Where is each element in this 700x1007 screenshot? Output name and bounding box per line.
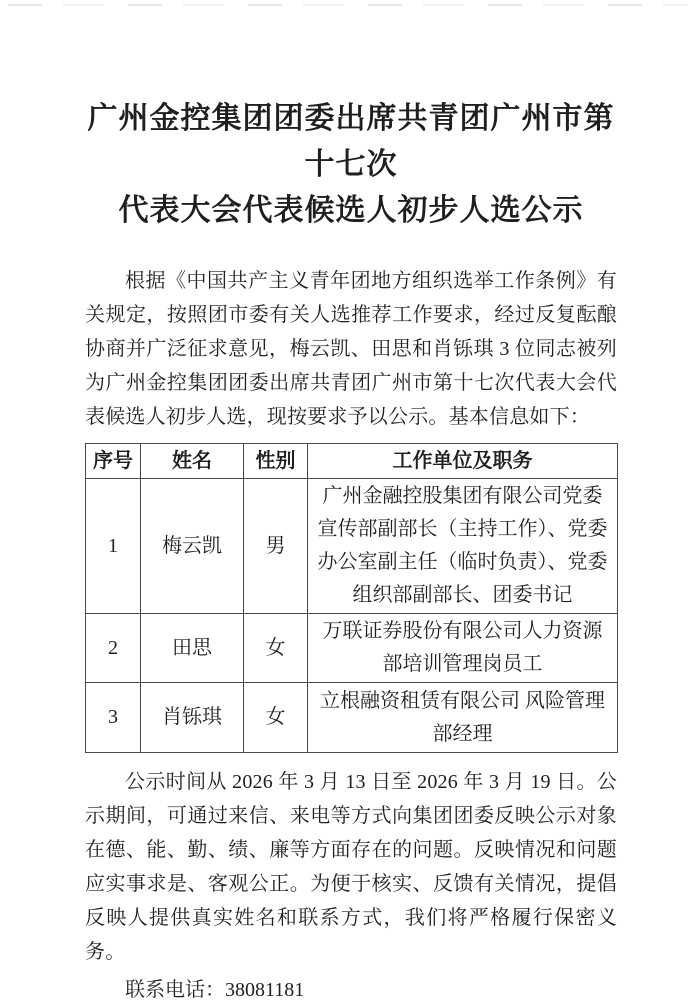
cell-name: 梅云凯 — [141, 479, 244, 614]
table-row — [86, 683, 618, 753]
table-row — [86, 614, 618, 683]
header-cell-name: 姓名 — [141, 444, 244, 479]
document-title-line-2: 代表大会代表候选人初步人选公示 — [118, 194, 584, 227]
intro-paragraph: 根据《中国共产主义青年团地方组织选举工作条例》有关规定，按照团市委有关人选推荐工作要求，经过反复酝酿协商并广泛征求意见，梅云凯、田思和肖铄琪 3 位同志被列为广州金控集团团委出席共青团广州市第十七次代表大会代表候选人初步人选，现按要求予以公示。基本信息如下： — [85, 270, 617, 428]
cell-gender: 女 — [244, 614, 308, 683]
document-title — [85, 96, 617, 234]
cell-index: 1 — [86, 479, 141, 614]
candidates-table — [85, 443, 618, 753]
cell-gender: 男 — [244, 479, 308, 614]
cell-index: 2 — [86, 614, 141, 683]
cell-job: 广州金融控股集团有限公司党委宣传部副部长（主持工作）、党委办公室副主任（临时负责）、党委组织部副部长、团委书记 — [308, 479, 618, 614]
cell-gender: 女 — [244, 683, 308, 753]
cell-job: 立根融资租赁有限公司 风险管理部经理 — [308, 683, 618, 753]
contact-line: 联系电话：38081181 — [125, 979, 305, 1001]
table-row — [86, 479, 618, 614]
cell-name: 肖铄琪 — [141, 683, 244, 753]
table-header-row — [86, 444, 618, 479]
cell-index: 3 — [86, 683, 141, 753]
cell-job: 万联证券股份有限公司人力资源部培训管理岗员工 — [308, 614, 618, 683]
header-cell-gender: 性别 — [244, 444, 308, 479]
header-cell-job: 工作单位及职务 — [308, 444, 618, 479]
notice-paragraph: 公示时间从 2026 年 3 月 13 日至 2026 年 3 月 19 日。公示期间，可通过来信、来电等方式向集团团委反映公示对象在德、能、勤、绩、廉等方面存在的问题。反映情况和问题应实事求是、客观公正。为便于核实、反馈有关情况，提倡反映人提供真实姓名和联系方式，我们将严格履行保密义务。 — [85, 771, 617, 963]
document-title-line-1: 广州金控集团团委出席共青团广州市第十七次 — [87, 102, 615, 181]
document-content — [85, 0, 617, 1007]
cell-name: 田思 — [141, 614, 244, 683]
header-cell-index: 序号 — [86, 444, 141, 479]
